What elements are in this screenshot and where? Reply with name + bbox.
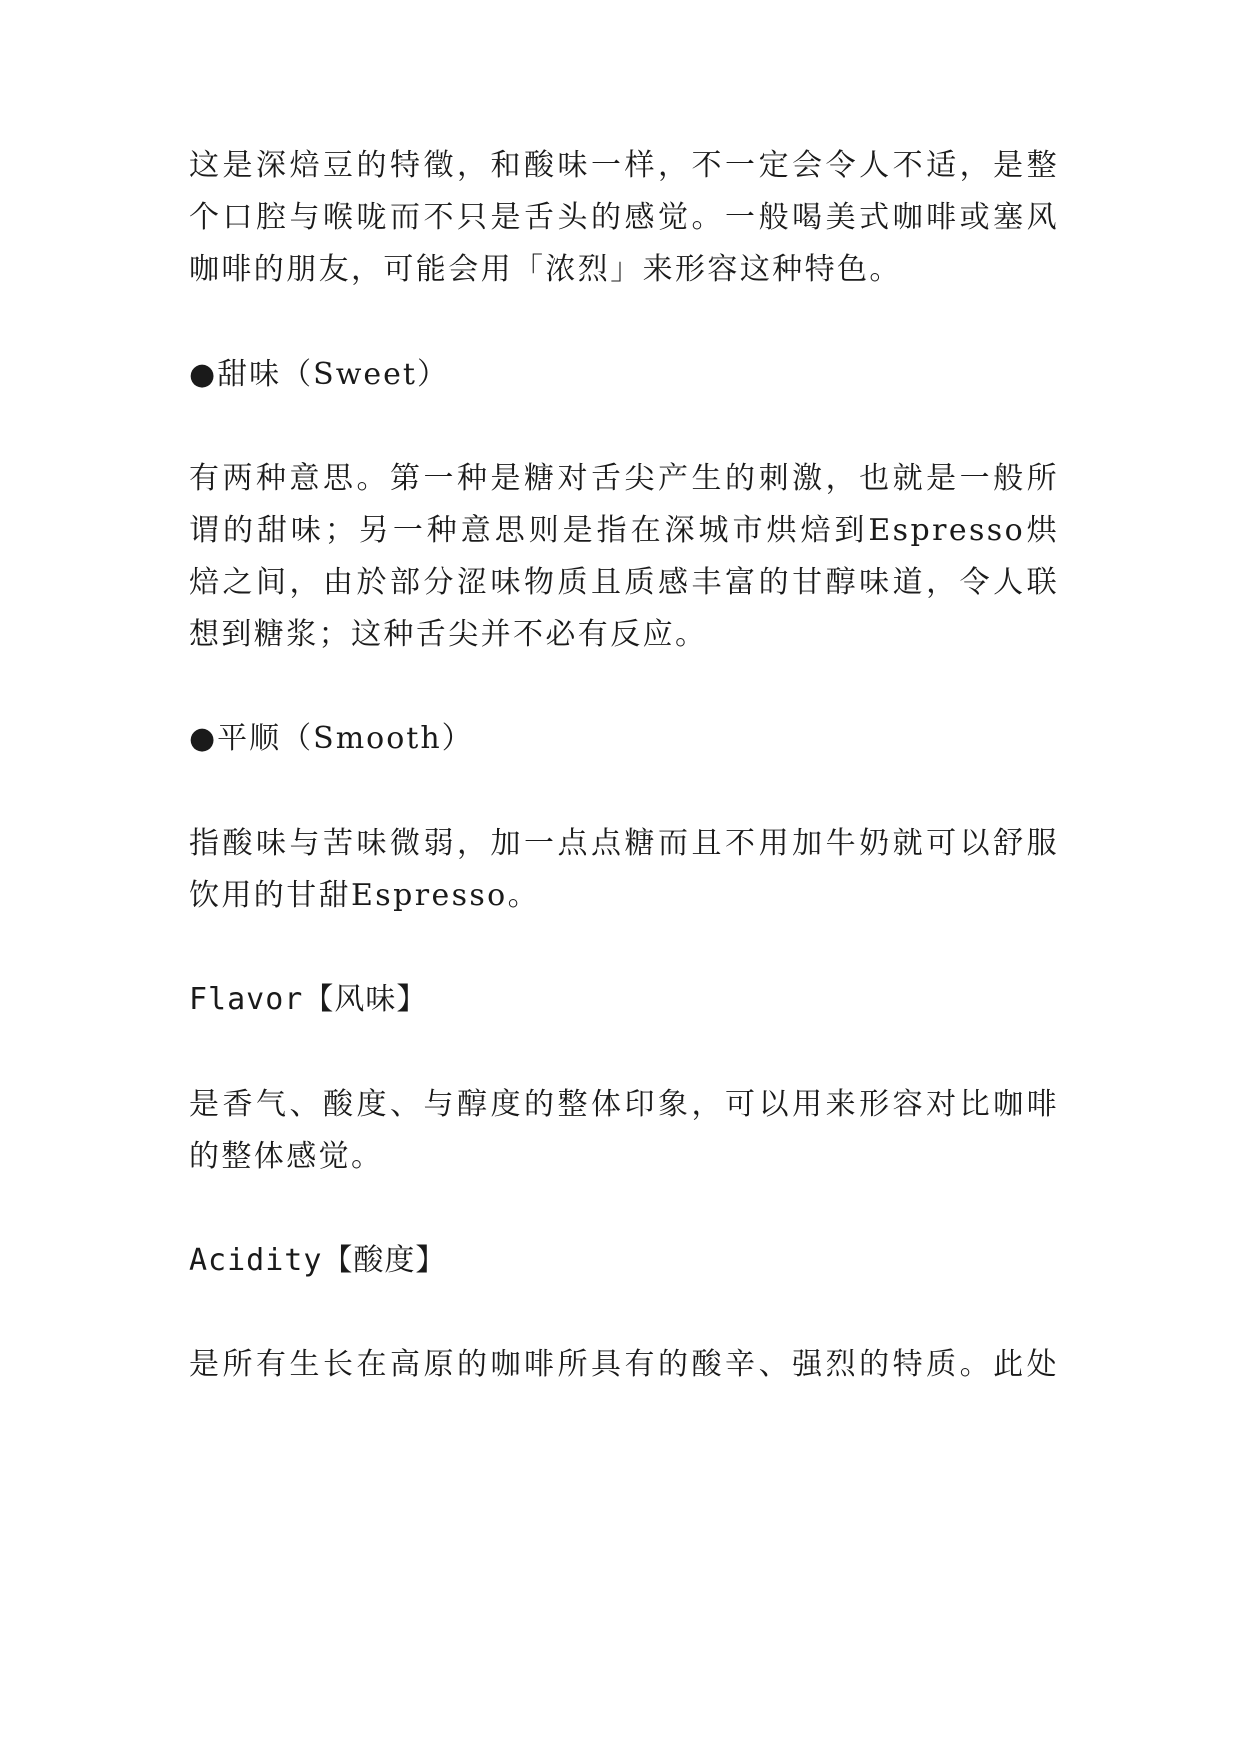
heading-acidity: Acidity【酸度】 bbox=[189, 1243, 447, 1278]
paragraph-line: 是所有生长在高原的咖啡所具有的酸辛、强烈的特质。此处 bbox=[189, 1347, 1059, 1382]
paragraph-line: 咖啡的朋友，可能会用「浓烈」来形容这种特色。 bbox=[189, 252, 902, 287]
paragraph-line: 想到糖浆；这种舌尖并不必有反应。 bbox=[189, 617, 708, 652]
paragraph-line: 个口腔与喉咙而不只是舌头的感觉。一般喝美式咖啡或塞风 bbox=[189, 200, 1059, 235]
paragraph-line: 的整体感觉。 bbox=[189, 1139, 384, 1174]
heading-flavor: Flavor【风味】 bbox=[189, 982, 428, 1017]
paragraph-line: 饮用的甘甜Espresso。 bbox=[189, 878, 541, 913]
paragraph-line: 焙之间，由於部分涩味物质且质感丰富的甘醇味道，令人联 bbox=[189, 565, 1059, 600]
paragraph-line: 指酸味与苦味微弱，加一点点糖而且不用加牛奶就可以舒服 bbox=[189, 826, 1059, 861]
paragraph-line: 这是深焙豆的特徵，和酸味一样，不一定会令人不适，是整 bbox=[189, 148, 1059, 183]
paragraph-line: 是香气、酸度、与醇度的整体印象，可以用来形容对比咖啡 bbox=[189, 1087, 1059, 1122]
paragraph-line: 有两种意思。第一种是糖对舌尖产生的刺激，也就是一般所 bbox=[189, 461, 1059, 496]
heading-smooth: ●平顺（Smooth） bbox=[189, 721, 474, 756]
heading-sweet: ●甜味（Sweet） bbox=[189, 357, 449, 392]
paragraph-line: 谓的甜味；另一种意思则是指在深城市烘焙到Espresso烘 bbox=[189, 513, 1059, 548]
